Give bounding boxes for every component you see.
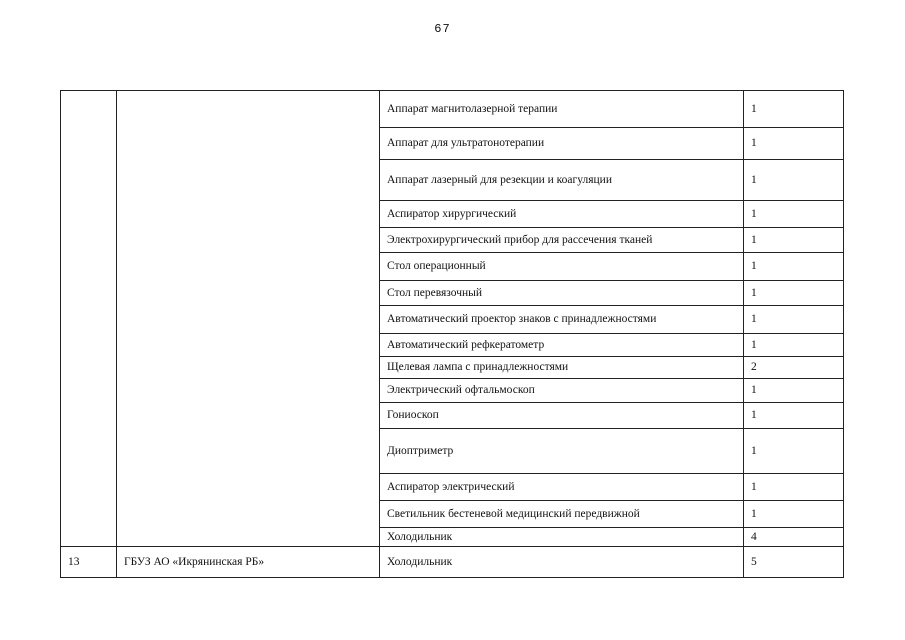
equipment-name-cell: Щелевая лампа с принадлежностями (380, 357, 744, 379)
equipment-name-cell: Аппарат для ультратонотерапии (380, 128, 744, 160)
equipment-name-cell: Холодильник (380, 528, 744, 547)
equipment-table (60, 90, 844, 578)
equipment-name-cell: Гониоскоп (380, 403, 744, 429)
quantity-cell: 1 (744, 281, 844, 306)
quantity-cell: 1 (744, 160, 844, 201)
table-row (61, 91, 844, 128)
equipment-name-cell: Аппарат магнитолазерной терапии (380, 91, 744, 128)
equipment-name-cell: Электрохирургический прибор для рассечения тканей (380, 228, 744, 253)
equipment-table-body (61, 91, 844, 578)
quantity-cell: 4 (744, 528, 844, 547)
quantity-cell: 1 (744, 474, 844, 501)
quantity-cell: 1 (744, 501, 844, 528)
quantity-cell: 1 (744, 334, 844, 357)
quantity-cell: 1 (744, 201, 844, 228)
quantity-cell: 1 (744, 403, 844, 429)
organization-cell: ГБУЗ АО «Икрянинская РБ» (117, 547, 380, 578)
quantity-cell: 1 (744, 429, 844, 474)
equipment-name-cell: Стол перевязочный (380, 281, 744, 306)
equipment-name-cell: Электрический офтальмоскоп (380, 379, 744, 403)
quantity-cell: 2 (744, 357, 844, 379)
equipment-name-cell: Аспиратор электрический (380, 474, 744, 501)
row-number-cell: 13 (61, 547, 117, 578)
row-number-cell (61, 91, 117, 547)
equipment-name-cell: Стол операционный (380, 253, 744, 281)
equipment-name-cell: Аппарат лазерный для резекции и коагуляции (380, 160, 744, 201)
equipment-name-cell: Холодильник (380, 547, 744, 578)
quantity-cell: 1 (744, 253, 844, 281)
page-number: 67 (434, 22, 451, 36)
quantity-cell: 1 (744, 228, 844, 253)
table-row (61, 547, 844, 578)
organization-cell (117, 91, 380, 547)
quantity-cell: 1 (744, 306, 844, 334)
equipment-name-cell: Автоматический рефкератометр (380, 334, 744, 357)
quantity-cell: 1 (744, 128, 844, 160)
quantity-cell: 5 (744, 547, 844, 578)
quantity-cell: 1 (744, 91, 844, 128)
equipment-name-cell: Диоптриметр (380, 429, 744, 474)
equipment-name-cell: Автоматический проектор знаков с принадлежностями (380, 306, 744, 334)
equipment-name-cell: Аспиратор хирургический (380, 201, 744, 228)
quantity-cell: 1 (744, 379, 844, 403)
equipment-name-cell: Светильник бестеневой медицинский передвижной (380, 501, 744, 528)
